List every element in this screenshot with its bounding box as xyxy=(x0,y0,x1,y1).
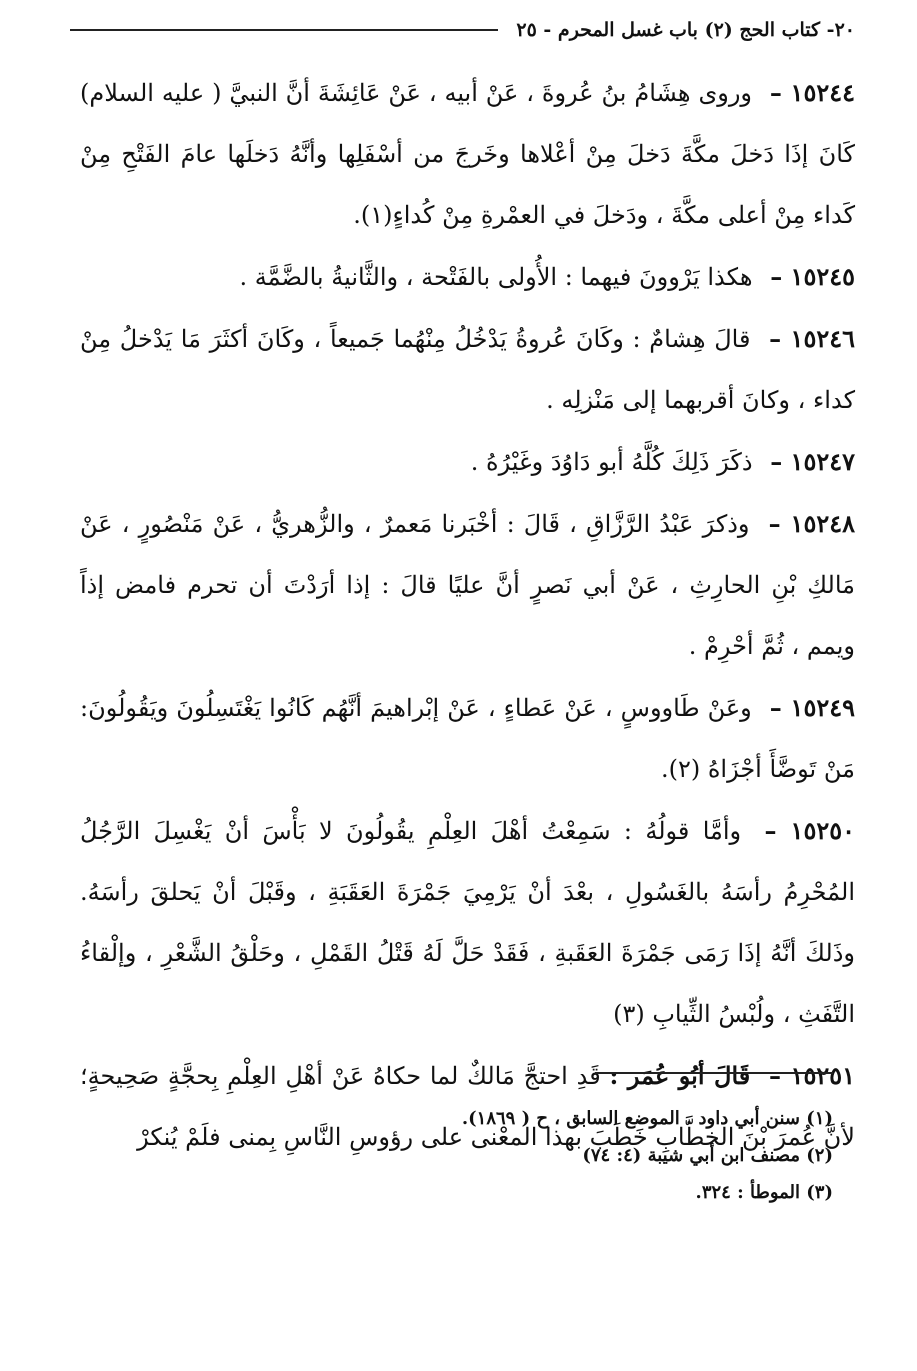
paragraph-text: هكذا يَرْوونَ فيهما : الأُولى بالفَتْحة ، والثَّانيةُ بالضَّمَّة . xyxy=(239,263,753,291)
paragraph-number: ١٥٢٤٨ – xyxy=(768,509,855,538)
footnote: (٣) الموطأ : ٣٢٤. xyxy=(695,1182,833,1203)
paragraph-text: ذكَرَ ذَلِكَ كُلَّهُ أبو دَاوُدَ وغَيْرُهُ . xyxy=(470,448,753,476)
header-rule xyxy=(70,29,498,31)
paragraph-text: وذكرَ عَبْدُ الرَّزَّاقِ ، قَالَ : أخْبَرنا مَعمرٌ ، والزُّهريُّ ، عَنْ مَنْصُورٍ ، عَنْ مَالكِ بْنِ الحارِثِ ، عَنْ أبي نَصرٍ أنَّ عليًا قالَ : إذا أرَدْتَ أن تحرم فامض إذاً ويمم ، ثُمَّ أحْرِمْ . xyxy=(80,510,855,660)
paragraph xyxy=(80,677,855,800)
footnote-rule xyxy=(595,1072,833,1074)
paragraph xyxy=(80,308,855,431)
paragraph-number: ١٥٢٤٩ – xyxy=(769,693,855,722)
paragraph-number: ١٥٢٤٧ – xyxy=(770,447,855,476)
paragraph xyxy=(80,246,855,308)
paragraph xyxy=(80,431,855,493)
paragraph xyxy=(80,62,855,246)
paragraph-lead: قَالَ أبُو عُمَر : xyxy=(609,1061,751,1090)
main-text xyxy=(80,62,855,1168)
paragraph xyxy=(80,800,855,1045)
paragraph-text: وأمَّا قولُهُ : سَمِعْتُ أهْلَ العِلْمِ يقُولُونَ لا بَأْسَ أنْ يَغْسِلَ الرَّجُلُ المُحْرِمُ رأسَهُ بالغَسُولِ ، بعْدَ أنْ يَرْمِيَ جَمْرَةَ العَقَبَةِ ، وقَبْلَ أنْ يَحلقَ رأسَهُ. وذَلكَ أنَّهُ إذَا رَمَى جَمْرَةَ العَقَبةِ ، فَقَدْ حَلَّ لَهُ قَتْلُ القَمْلِ ، وحَلْقُ الشَّعْرِ ، وإلْقاءُ التَّفَثِ ، ولُبْسُ الثِّيابِ (٣) xyxy=(80,817,855,1028)
paragraph-number: ١٥٢٤٥ – xyxy=(770,262,855,291)
footnotes xyxy=(83,1100,833,1211)
footnote: (١) سنن أبي داود . الموضع السابق ، ح ( ١٨٦٩). xyxy=(461,1108,833,1129)
paragraph-number: ١٥٢٤٦ – xyxy=(769,324,855,353)
paragraph-text: قَدِ احتجَّ مَالكٌ لما حكاهُ عَنْ أهْلِ العِلْمِ بِحجَّةٍ صَحِيحةٍ؛ لأنَّ عُمرَ بْنَ الخطَّابِ خَطَبَ بهذا المعْنى على رؤوسِ النَّاسِ بِمنى فلَمْ يُنكرْ xyxy=(80,1062,855,1151)
paragraph-number: ١٥٢٥١ – xyxy=(769,1061,855,1090)
paragraph-text: وروى هِشَامُ بنُ عُروةَ ، عَنْ أبيه ، عَنْ عَائِشَةَ أنَّ النبيَّ ( عليه السلام) كَانَ إذَا دَخلَ مكَّةَ دَخلَ مِنْ أعْلاها وخَرجَ من أسْفَلِها وأنَّهُ دَخلَها عامَ الفَتْحِ مِنْ كَداء مِنْ أعلى مكَّةَ ، ودَخلَ في العمْرةِ مِنْ كُداءٍ(١). xyxy=(80,79,855,229)
paragraph-number: ١٥٢٥٠ – xyxy=(764,816,855,845)
footnote: (٢) مصنف ابن أبي شيبة (٤: ٧٤) xyxy=(582,1145,833,1166)
paragraph-text: قالَ هِشامٌ : وكَانَ عُروةُ يَدْخُلُ مِنْهُما جَميعاً ، وكَانَ أكثَرَ مَا يَدْخلُ مِنْ كداء ، وكانَ أقربهما إلى مَنْزلِه . xyxy=(80,325,855,414)
running-header xyxy=(70,14,855,46)
paragraph-number: ١٥٢٤٤ – xyxy=(769,78,855,107)
header-title: ٢٠- كتاب الحج (٢) باب غسل المحرم - ٢٥ xyxy=(516,19,855,41)
paragraph xyxy=(80,493,855,677)
paragraph-text: وعَنْ طَاووسٍ ، عَنْ عَطاءٍ ، عَنْ إبْراهيمَ أنَّهُم كَانُوا يَغْتَسِلُونَ ويَقُولُونَ: مَنْ تَوضَّأَ أجْزَاهُ (٢). xyxy=(80,694,855,783)
